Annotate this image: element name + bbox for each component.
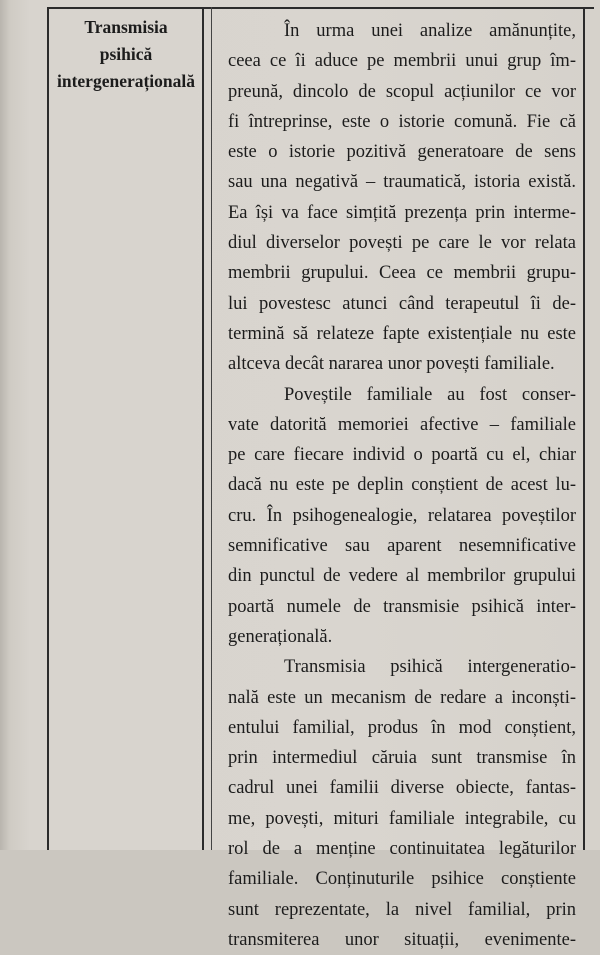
table-right-border	[583, 7, 585, 850]
text-line: transmiterea unor situații, evenimente-	[228, 929, 576, 950]
text-line: În urma unei analize amănunțite,	[284, 21, 576, 41]
text-line: semnificative sau aparent nesemnificative	[228, 536, 576, 557]
term-line: Transmisia	[84, 17, 168, 37]
text-line: me, povești, mituri familiale integrabile, cu	[228, 808, 576, 829]
text-line: poartă numele de transmisie psihică inter-	[228, 596, 576, 617]
text-line: prin intermediul căruia sunt transmise în	[228, 748, 576, 769]
term-cell	[52, 14, 200, 95]
text-line: termină să relateze fapte existențiale nu este	[228, 323, 576, 344]
term-line: intergenerațională	[56, 71, 196, 91]
text-line: altceva decât nararea unor povești familiale.	[228, 354, 555, 375]
text-line: generațională.	[228, 626, 333, 647]
text-line: Transmisia psihică intergeneratio-	[284, 657, 576, 678]
text-line: rol de a menține continuitatea legăturilor	[228, 839, 576, 860]
text-line: este o istorie pozitivă generatoare de sens	[228, 142, 576, 163]
text-line: dacă nu este pe deplin conștient de acest lu-	[228, 475, 576, 496]
text-line: diul diverselor povești pe care le vor relata	[228, 233, 576, 254]
text-line: ceea ce îi aduce pe membrii unui grup îm-	[228, 51, 576, 72]
text-line: sau una negativă – traumatică, istoria există.	[228, 172, 576, 193]
text-line: din punctul de vedere al membrilor grupului	[228, 566, 576, 587]
text-line: familiale. Conținuturile psihice conștiente	[228, 869, 576, 890]
column-divider-inner	[211, 7, 212, 850]
table-left-border	[47, 7, 49, 850]
text-line: cru. În psihogenealogie, relatarea poveștilor	[228, 505, 576, 526]
text-line: lui povestesc atunci când terapeutul îi de-	[228, 293, 576, 314]
text-line: Poveștile familiale au fost conser-	[284, 384, 576, 405]
text-line: Ea își va face simțită prezența prin interme-	[228, 202, 576, 223]
column-divider	[202, 7, 204, 850]
text-line: entului familial, produs în mod conștient,	[228, 717, 576, 738]
text-line: fi întreprinse, este o istorie comună. Fie că	[228, 111, 576, 132]
text-line: pe care fiecare individ o poartă cu el, chiar	[228, 445, 576, 466]
text-line: preună, dincolo de scopul acțiunilor ce vor	[228, 81, 576, 102]
text-line: nală este un mecanism de redare a inconști-	[228, 687, 576, 708]
text-line: sunt reprezentate, la nivel familial, prin	[228, 899, 576, 920]
term-line: psihică	[99, 44, 153, 64]
text-line: cadrul unei familii diverse obiecte, fantas-	[228, 778, 576, 799]
definition-cell	[228, 16, 576, 955]
facing-page-bleed	[2, 20, 10, 830]
text-line: vate datorită memoriei afective – familiale	[228, 414, 576, 435]
table-top-border	[48, 7, 594, 9]
text-line: membrii grupului. Ceea ce membrii grupu-	[228, 263, 576, 284]
